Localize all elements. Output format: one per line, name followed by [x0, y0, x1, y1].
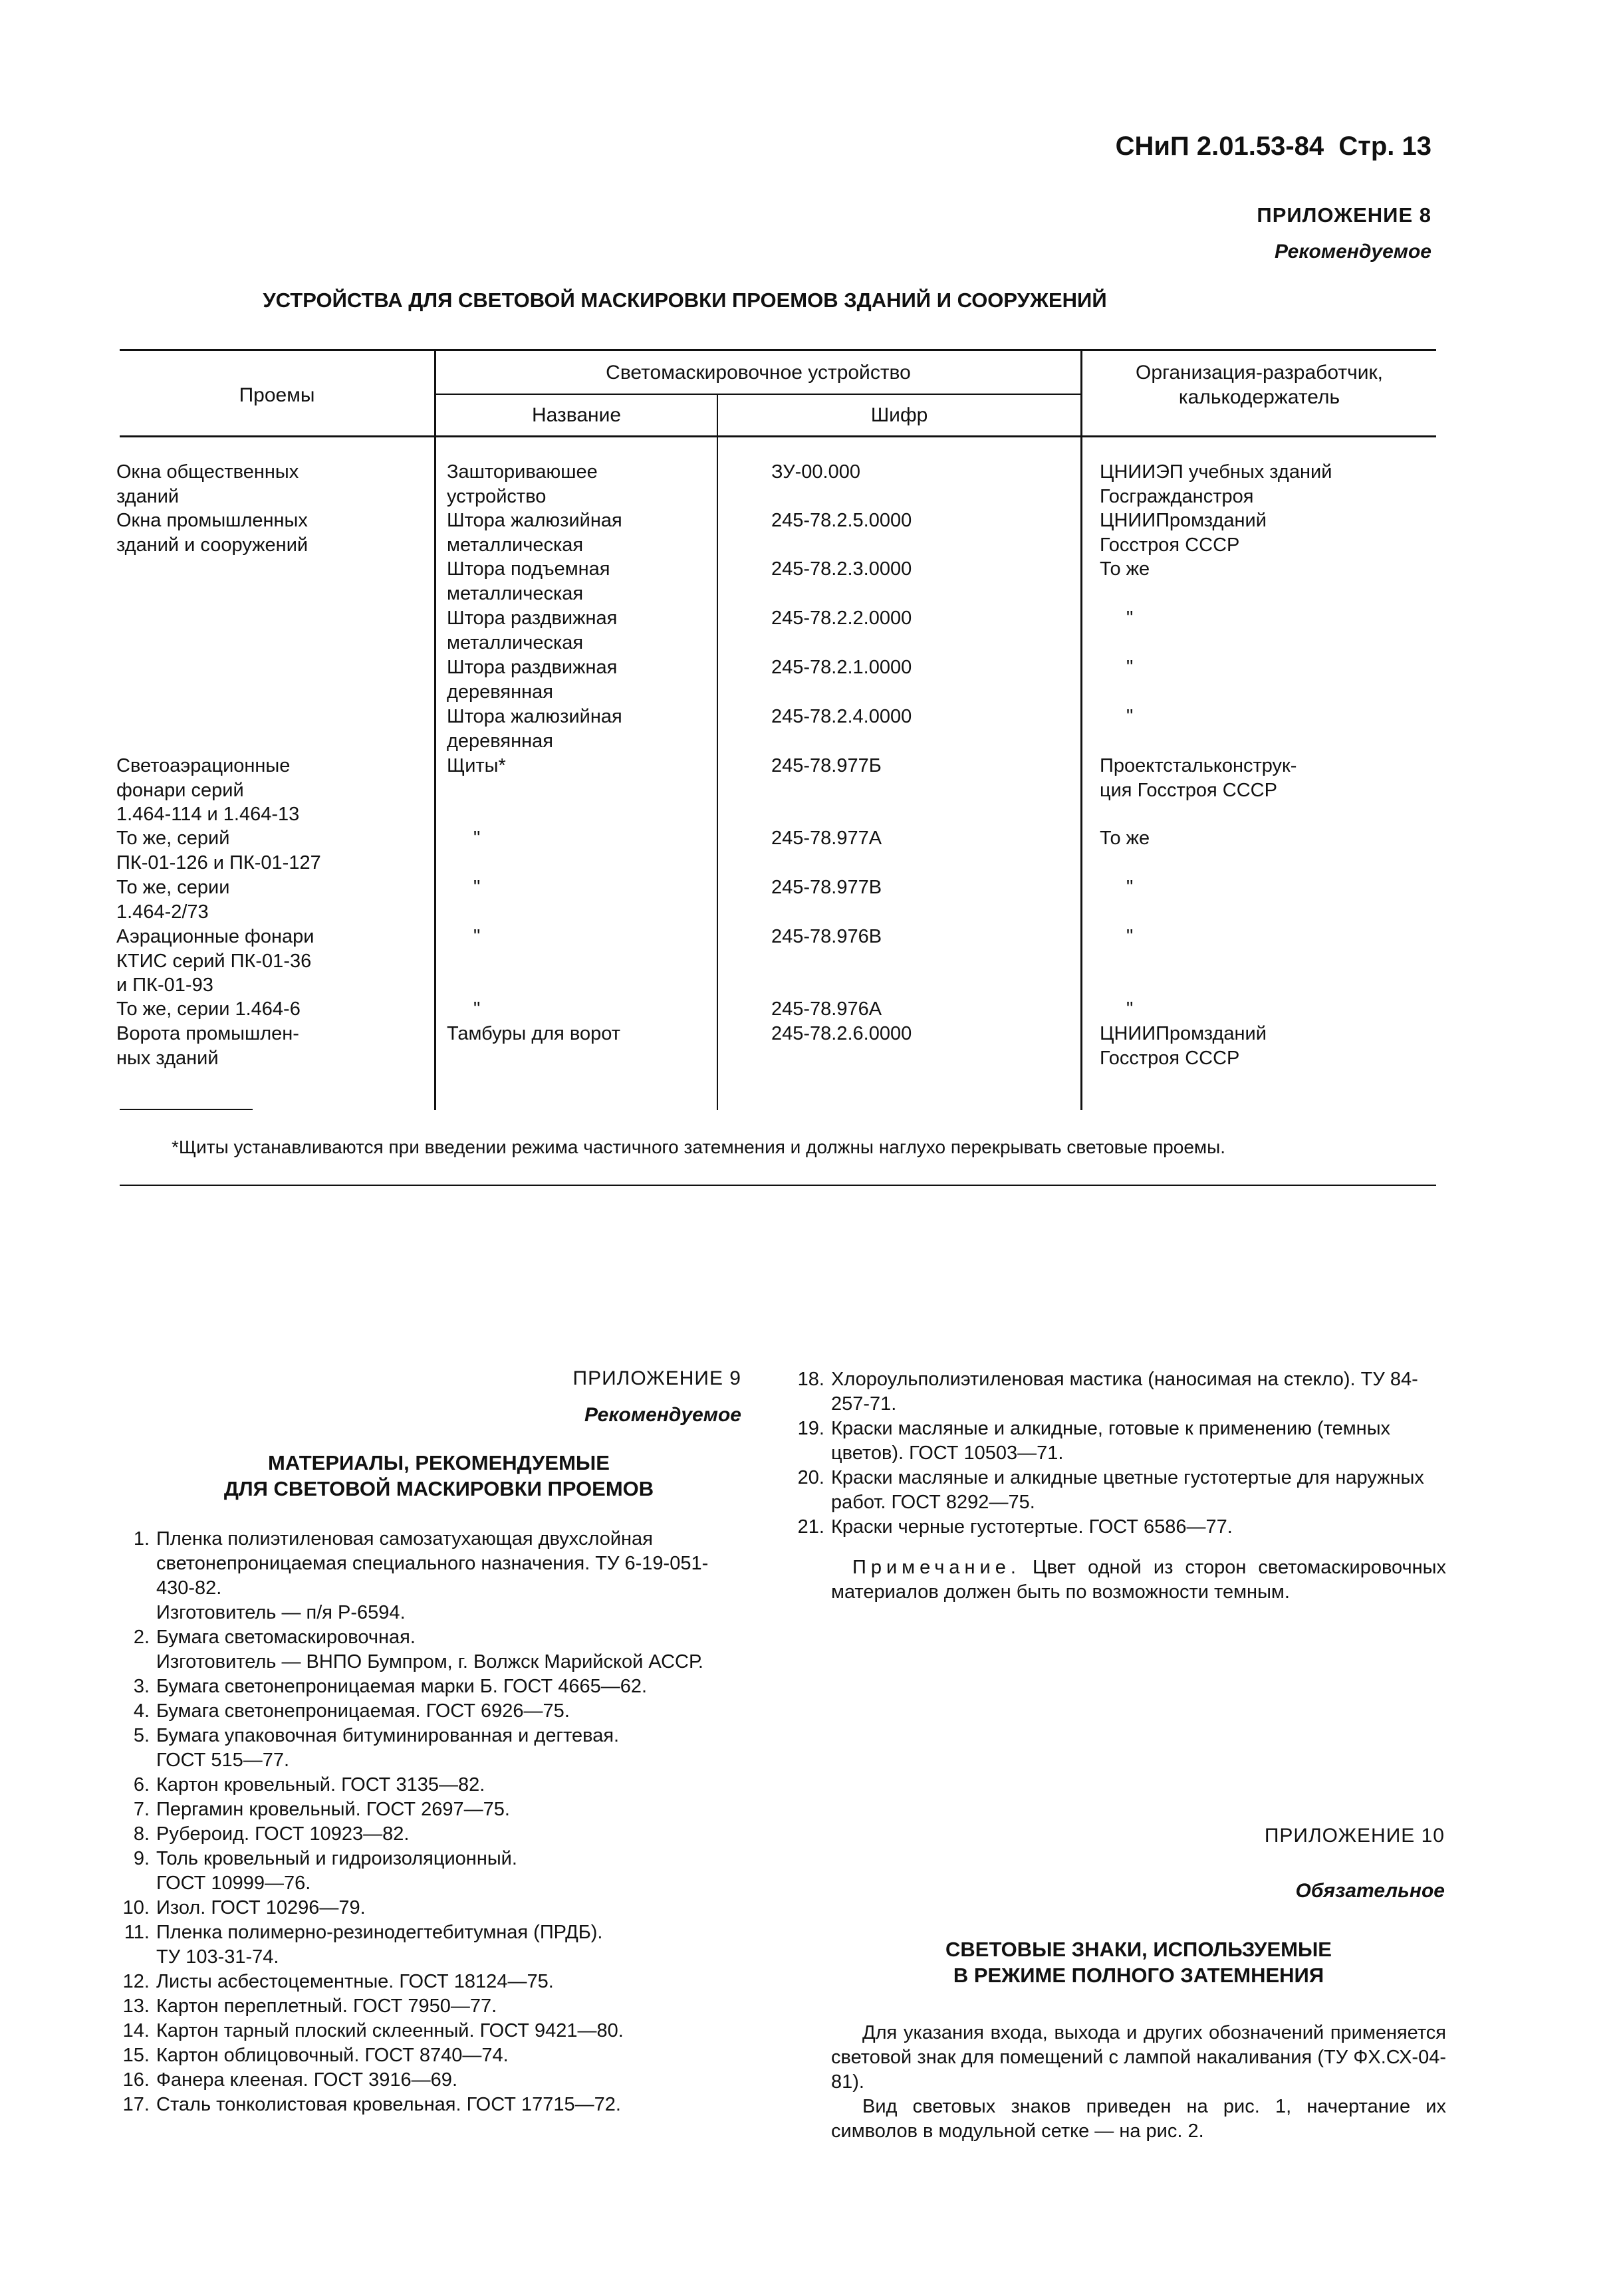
table-cell-org: " — [1126, 706, 1134, 727]
table-subheader-rule — [434, 394, 1080, 395]
table-cell-org: ЦНИИЭП учебных зданий Госгражданстроя — [1100, 461, 1332, 507]
table-footnote: *Щиты устанавливаются при введении режима частичного затемнения и должны наглухо перекрывать световые проемы. — [172, 1137, 1226, 1157]
item-number: 11. — [124, 1922, 150, 1943]
material-item — [116, 2043, 741, 2068]
table-cell-code: 245-78.2.4.0000 — [771, 706, 912, 727]
item-number: 13. — [122, 1996, 150, 2017]
material-item — [116, 1970, 741, 1994]
table-cell-code: 245-78.977В — [771, 877, 882, 898]
item-text: Краски масляные и алкидные, готовые к применению (темных цветов). ГОСТ 10503—71. — [831, 1418, 1391, 1464]
item-number: 4. — [133, 1700, 150, 1722]
table-cell-code: 245-78.2.3.0000 — [771, 558, 912, 580]
appendix8-status: Рекомендуемое — [1275, 241, 1431, 263]
item-number: 16. — [122, 2069, 150, 2091]
table-cell-opening: Светоаэрационные фонари серий 1.464-114 и 1.464-13 — [116, 755, 300, 826]
table-cell-opening: Окна промышленных зданий и сооружений — [116, 510, 309, 556]
col-code-header: Шифр — [870, 404, 928, 426]
material-item — [116, 1625, 741, 1674]
item-text: Бумага светонепроницаемая. ГОСТ 6926—75. — [156, 1700, 570, 1722]
item-text: Картон кровельный. ГОСТ 3135—82. — [156, 1774, 485, 1795]
appendix9-title-line2: ДЛЯ СВЕТОВОЙ МАСКИРОВКИ ПРОЕМОВ — [223, 1477, 654, 1500]
col-org-header: Организация-разработчик, калькодержатель — [1136, 362, 1383, 408]
table-cell-name: Штора жалюзийная металлическая — [447, 510, 622, 556]
table-cell-opening: То же, серий ПК-01-126 и ПК-01-127 — [116, 828, 321, 873]
material-item — [791, 1367, 1449, 1417]
material-item — [116, 2093, 741, 2117]
item-number: 19. — [797, 1418, 824, 1439]
item-text: Листы асбестоцементные. ГОСТ 18124—75. — [156, 1971, 554, 1992]
item-text: Бумага светонепроницаемая марки Б. ГОСТ 4665—62. — [156, 1676, 648, 1697]
material-item — [116, 1724, 741, 1773]
table-cell-name: Штора раздвижная деревянная — [447, 657, 618, 703]
table-vline-3 — [1080, 349, 1082, 1110]
appendix8-label: ПРИЛОЖЕНИЕ 8 — [1257, 203, 1431, 227]
table-cell-name: Штора жалюзийная деревянная — [447, 706, 622, 752]
note-text: Цвет одной из сторон светомаскировочных материалов должен быть по возможности темным. — [831, 1557, 1447, 1603]
table-cell-code: 245-78.2.1.0000 — [771, 657, 912, 678]
table-cell-name: Щиты* — [447, 755, 506, 776]
table-cell-org: ЦНИИПромзданий Госстроя СССР — [1100, 1023, 1267, 1069]
item-number: 15. — [122, 2045, 150, 2066]
item-text: Картон тарный плоский склеенный. ГОСТ 9421—80. — [156, 2020, 624, 2041]
table-cell-org: " — [1126, 657, 1134, 678]
item-text: Пергамин кровельный. ГОСТ 2697—75. — [156, 1799, 510, 1820]
appendix10-label: ПРИЛОЖЕНИЕ 10 — [1264, 1825, 1445, 1847]
table-cell-org: " — [1126, 998, 1134, 1020]
appendix9-status: Рекомендуемое — [584, 1404, 741, 1426]
table-cell-opening: Аэрационные фонари КТИС серий ПК-01-36 и ПК-01-93 — [116, 926, 314, 996]
item-number: 10. — [122, 1897, 150, 1918]
material-item — [791, 1515, 1449, 1540]
table-cell-code: 245-78.2.5.0000 — [771, 510, 912, 531]
item-number: 12. — [122, 1971, 150, 1992]
table-cell-name: " — [473, 998, 481, 1020]
material-item — [116, 1674, 741, 1699]
item-number: 17. — [122, 2094, 150, 2115]
materials-list-right — [791, 1367, 1449, 1540]
table-cell-org: То же — [1100, 828, 1150, 849]
material-item — [116, 2019, 741, 2043]
table-cell-name: Штора раздвижная металлическая — [447, 608, 618, 653]
material-item — [116, 2068, 741, 2093]
table-cell-name: Зашториваюшее устройство — [447, 461, 598, 507]
table-cell-org: " — [1126, 877, 1134, 898]
item-number: 7. — [133, 1799, 150, 1820]
item-number: 2. — [133, 1627, 150, 1648]
material-item — [116, 1773, 741, 1797]
item-text: Краски черные густотертые. ГОСТ 6586—77. — [831, 1516, 1233, 1538]
item-text: Изол. ГОСТ 10296—79. — [156, 1897, 366, 1918]
item-number: 20. — [797, 1467, 824, 1488]
table-header-rule — [120, 435, 1436, 437]
table-bottom-stub — [120, 1109, 253, 1110]
table-cell-org: " — [1126, 926, 1134, 947]
appendix9-title-line1: МАТЕРИАЛЫ, РЕКОМЕНДУЕМЫЕ — [268, 1451, 610, 1474]
item-text: Картон переплетный. ГОСТ 7950—77. — [156, 1996, 497, 2017]
table-cell-code: 245-78.976А — [771, 998, 882, 1020]
table-cell-name: " — [473, 828, 481, 849]
item-number: 14. — [122, 2020, 150, 2041]
table-cell-name: Тамбуры для ворот — [447, 1023, 621, 1044]
item-text: Краски масляные и алкидные цветные густотертые для наружных работ. ГОСТ 8292—75. — [831, 1467, 1424, 1513]
material-item — [116, 1797, 741, 1822]
material-item — [791, 1466, 1449, 1515]
item-text: Бумага светомаскировочная. Изготовитель — ВНПО Бумпром, г. Волжск Марийской АССР. — [156, 1627, 703, 1672]
appendix9-label: ПРИЛОЖЕНИЕ 9 — [572, 1367, 741, 1389]
materials-list-left — [116, 1527, 741, 2117]
item-number: 1. — [133, 1528, 150, 1550]
appendix10-para2: Вид световых знаков приведен на рис. 1, начертание их символов в модульной сетке — на рис. 2. — [831, 2096, 1446, 2142]
table-cell-code: 245-78.977А — [771, 828, 882, 849]
footnote-rule — [120, 1185, 1436, 1186]
table-cell-opening: То же, серии 1.464-6 — [116, 998, 301, 1020]
table-cell-name: " — [473, 926, 481, 947]
note-label: Примечание. — [852, 1557, 1021, 1578]
material-item — [116, 1847, 741, 1896]
col-openings-header: Проемы — [239, 384, 315, 406]
col-device-group-header: Светомаскировочное устройство — [606, 362, 911, 384]
table-cell-opening: Ворота промышлен- ных зданий — [116, 1023, 299, 1069]
material-item — [116, 1994, 741, 2019]
table-cell-opening: То же, серии 1.464-2/73 — [116, 877, 230, 923]
table-cell-org: " — [1126, 608, 1134, 629]
item-text: Картон облицовочный. ГОСТ 8740—74. — [156, 2045, 509, 2066]
col-name-header: Название — [531, 404, 622, 426]
appendix8-title: УСТРОЙСТВА ДЛЯ СВЕТОВОЙ МАСКИРОВКИ ПРОЕМОВ ЗДАНИЙ И СООРУЖЕНИЙ — [263, 288, 1107, 312]
table-vline-1 — [434, 349, 436, 1110]
material-item — [116, 1699, 741, 1724]
item-number: 5. — [133, 1725, 150, 1746]
item-number: 6. — [133, 1774, 150, 1795]
appendix10-title-line1: СВЕТОВЫЕ ЗНАКИ, ИСПОЛЬЗУЕМЫЕ — [945, 1938, 1332, 1961]
item-text: Фанера клееная. ГОСТ 3916—69. — [156, 2069, 457, 2091]
appendix9-note — [831, 1555, 1446, 1605]
appendix10-status: Обязательное — [1295, 1880, 1445, 1902]
item-text: Пленка полимерно-резинодегтебитумная (ПРДБ). ТУ 103-31-74. — [156, 1922, 603, 1968]
appendix10-title-line2: В РЕЖИМЕ ПОЛНОГО ЗАТЕМНЕНИЯ — [953, 1964, 1324, 1987]
material-item — [116, 1822, 741, 1847]
table-cell-org: То же — [1100, 558, 1150, 580]
material-item — [116, 1896, 741, 1920]
table-cell-code: 245-78.2.6.0000 — [771, 1023, 912, 1044]
table-cell-org: ЦНИИПромзданий Госстроя СССР — [1100, 510, 1267, 556]
table-cell-name: " — [473, 877, 481, 898]
table-cell-org: Проектстальконструк- ция Госстроя СССР — [1100, 755, 1297, 801]
item-number: 3. — [133, 1676, 150, 1697]
item-text: Хлороульполиэтиленовая мастика (наносимая на стекло). ТУ 84-257-71. — [831, 1369, 1418, 1415]
material-item — [791, 1417, 1449, 1466]
item-number: 8. — [133, 1823, 150, 1845]
item-number: 21. — [797, 1516, 824, 1538]
page-header: СНиП 2.01.53-84 Стр. 13 — [1115, 132, 1431, 161]
table-cell-code: 245-78.976В — [771, 926, 882, 947]
item-text: Толь кровельный и гидроизоляционный. ГОСТ 10999—76. — [156, 1848, 517, 1894]
table-cell-code: ЗУ-00.000 — [771, 461, 860, 483]
item-number: 9. — [133, 1848, 150, 1869]
item-number: 18. — [797, 1369, 824, 1390]
appendix10-para1: Для указания входа, выхода и других обозначений применяется световой знак для помещений с лампой накаливания (ТУ ФХ.СХ-04-81). — [831, 2022, 1446, 2093]
item-text: Пленка полиэтиленовая самозатухающая двухслойная светонепроницаемая специального назначения. ТУ 6-19-051-430-82. Изготовитель — п/я Р-6594. — [156, 1528, 709, 1623]
material-item — [116, 1920, 741, 1970]
item-text: Рубероид. ГОСТ 10923—82. — [156, 1823, 410, 1845]
item-text: Бумага упаковочная битуминированная и дегтевая. ГОСТ 515—77. — [156, 1725, 620, 1771]
material-item — [116, 1527, 741, 1625]
table-top-rule — [120, 349, 1436, 351]
table-cell-name: Штора подъемная металлическая — [447, 558, 610, 604]
item-text: Сталь тонколистовая кровельная. ГОСТ 17715—72. — [156, 2094, 621, 2115]
table-cell-code: 245-78.2.2.0000 — [771, 608, 912, 629]
table-cell-code: 245-78.977Б — [771, 755, 882, 776]
table-cell-opening: Окна общественных зданий — [116, 461, 299, 507]
